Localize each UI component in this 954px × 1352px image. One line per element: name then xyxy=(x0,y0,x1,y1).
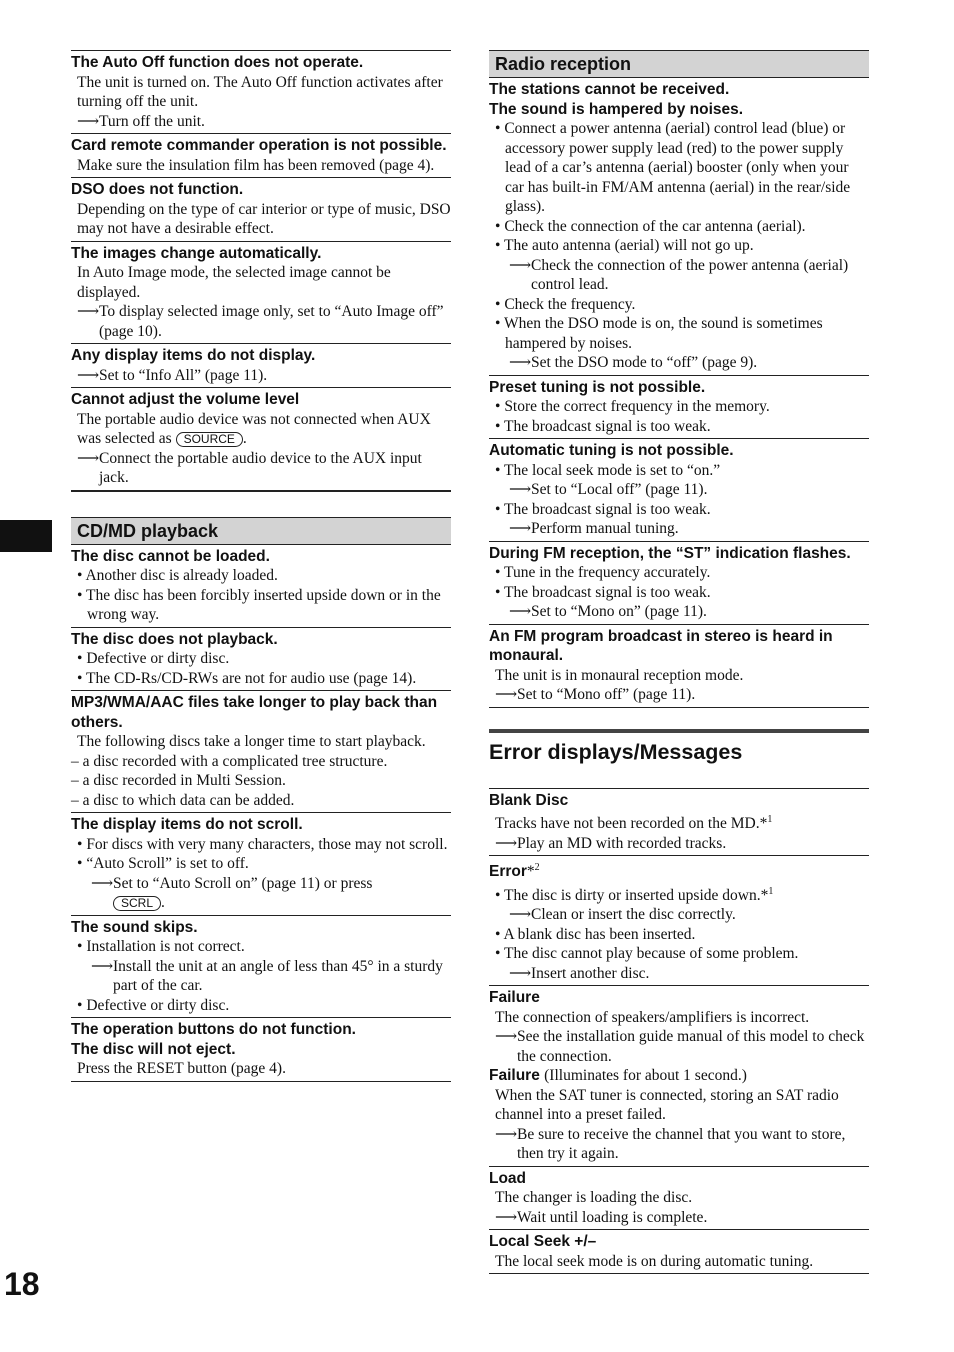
entry-remedy: ⟶Install the unit at an angle of less than 45° in a sturdy part of the car. xyxy=(91,957,443,994)
entry-title: MP3/WMA/AAC files take longer to play back than others. xyxy=(71,694,438,731)
entry-text: The unit is in monaural reception mode. xyxy=(495,666,744,684)
entry-text: Tracks have not been recorded on the MD.*$^1$ xyxy=(495,814,773,833)
scrl-button-label: SCRL xyxy=(113,896,161,911)
entry-dso xyxy=(71,177,451,241)
entry-mp3-slow xyxy=(71,690,451,812)
entry-remedy: ⟶Clean or insert the disc correctly. xyxy=(509,906,736,924)
entry-title: The disc will not eject. xyxy=(71,1040,236,1058)
dash-item: – a disc recorded in Multi Session. xyxy=(71,772,286,789)
entry-auto-off xyxy=(71,50,451,133)
entry-title: Blank Disc xyxy=(489,791,569,809)
entry-display-items xyxy=(71,343,451,387)
entry-text: The local seek mode is on during automatic tuning. xyxy=(495,1252,814,1270)
entry-title: The disc does not playback. xyxy=(71,630,278,648)
bullet-item: • Defective or dirty disc. xyxy=(77,996,230,1014)
entry-remedy: ⟶Set to “Local off” (page 11). xyxy=(509,481,708,498)
arrow-right-icon: ⟶ xyxy=(495,1208,518,1226)
entry-remedy: ⟶Set to “Mono on” (page 11). xyxy=(509,603,707,620)
entry-remedy: ⟶Insert another disc. xyxy=(509,964,650,982)
entry-remedy: ⟶Set to “Auto Scroll on” (page 11) or press SCRL . xyxy=(91,874,373,911)
bullet-item: • The broadcast signal is too weak. xyxy=(495,583,711,601)
entry-title: Preset tuning is not possible. xyxy=(489,378,706,396)
entry-title: An FM program broadcast in stereo is heard in monaural. xyxy=(489,627,833,664)
bullet-item: • Another disc is already loaded. xyxy=(77,567,278,584)
arrow-right-icon: ⟶ xyxy=(77,303,100,320)
entry-remedy: ⟶Wait until loading is complete. xyxy=(495,1208,708,1226)
bullet-item: • Store the correct frequency in the memory. xyxy=(495,398,770,415)
entry-title: Cannot adjust the volume level xyxy=(71,391,300,408)
entry-st-flashes xyxy=(489,541,869,624)
entry-remedy: ⟶Set the DSO mode to “off” (page 9). xyxy=(509,354,758,371)
entry-title: The sound is hampered by noises. xyxy=(489,100,744,118)
entry-title: The sound skips. xyxy=(71,918,198,936)
page-title: Error displays/Messages xyxy=(489,729,869,769)
bullet-item: • The local seek mode is set to “on.” xyxy=(495,461,721,479)
dash-item: – a disc to which data can be added. xyxy=(71,791,295,809)
left-column xyxy=(71,50,451,1082)
entry-auto-tuning xyxy=(489,438,869,541)
entry-title: Failure xyxy=(489,989,540,1007)
entry-title: Failure (Illuminates for about 1 second.) xyxy=(489,1067,747,1085)
entry-card-remote xyxy=(71,133,451,177)
bullet-item: • The disc has been forcibly inserted upside down or in the wrong way. xyxy=(77,586,441,623)
arrow-right-icon: ⟶ xyxy=(91,957,114,975)
bullet-item: • Defective or dirty disc. xyxy=(77,650,230,667)
bullet-item: • For discs with very many characters, those may not scroll. xyxy=(77,835,448,853)
bullet-item: • Connect a power antenna (aerial) control lead (blue) or accessory power supply lead (red) to the power supply lead of a car’s antenna (aerial) booster (only when your car has built-in FM/AM antenna (aerial) in the rear/side glass). xyxy=(495,120,851,215)
entry-remedy: ⟶Check the connection of the power antenna (aerial) control lead. xyxy=(509,256,849,293)
entry-title: Automatic tuning is not possible. xyxy=(489,442,734,459)
entry-no-scroll xyxy=(71,812,451,915)
entry-monaural xyxy=(489,624,869,708)
entry-text: Depending on the type of car interior or type of music, DSO may not have a desirable effect. xyxy=(77,200,451,237)
entry-text: Press the RESET button (page 4). xyxy=(77,1060,286,1077)
entry-title: The Auto Off function does not operate. xyxy=(71,54,364,71)
bullet-item: • Installation is not correct. xyxy=(77,938,245,955)
entry-local-seek xyxy=(489,1229,869,1274)
arrow-right-icon: ⟶ xyxy=(77,366,100,384)
section-header-radio: Radio reception xyxy=(489,50,869,78)
entry-disc-not-loaded xyxy=(71,545,451,627)
arrow-right-icon: ⟶ xyxy=(495,834,518,852)
bullet-item: • The auto antenna (aerial) will not go up. xyxy=(495,237,754,254)
entry-title: Any display items do not display. xyxy=(71,347,316,364)
entry-disc-not-playback xyxy=(71,627,451,691)
arrow-right-icon: ⟶ xyxy=(509,256,532,274)
bullet-item: • The broadcast signal is too weak. xyxy=(495,417,711,435)
page-number: 18 xyxy=(4,1266,40,1302)
entry-title: DSO does not function. xyxy=(71,181,244,198)
entry-text: The changer is loading the disc. xyxy=(495,1189,693,1207)
entry-failure xyxy=(489,985,869,1166)
entry-text: The portable audio device was not connected when AUX was selected as SOURCE . xyxy=(77,410,431,447)
bullet-item: • The CD-Rs/CD-RWs are not for audio use (page 14). xyxy=(77,669,417,687)
section-header-cdmd: CD/MD playback xyxy=(71,517,451,545)
chapter-tab-marker xyxy=(0,520,52,552)
entry-title: The display items do not scroll. xyxy=(71,816,303,833)
entry-title: The disc cannot be loaded. xyxy=(71,547,270,565)
entry-images-change xyxy=(71,241,451,344)
entry-text: The connection of speakers/amplifiers is incorrect. xyxy=(495,1008,810,1026)
arrow-right-icon: ⟶ xyxy=(509,906,532,924)
entry-remedy: ⟶Be sure to receive the channel that you want to store, then try it again. xyxy=(495,1125,846,1163)
arrow-right-icon: ⟶ xyxy=(495,686,518,703)
entry-title: The images change automatically. xyxy=(71,244,322,262)
entry-text: Make sure the insulation film has been removed (page 4). xyxy=(77,156,435,174)
entry-title: Local Seek +/– xyxy=(489,1233,597,1251)
entry-stations xyxy=(489,78,869,375)
arrow-right-icon: ⟶ xyxy=(509,481,532,498)
entry-title: The operation buttons do not function. xyxy=(71,1021,356,1038)
bullet-item: • Check the connection of the car antenna (aerial). xyxy=(495,217,806,235)
arrow-right-icon: ⟶ xyxy=(509,520,532,537)
bullet-item: • The disc cannot play because of some problem. xyxy=(495,945,799,963)
entry-remedy: ⟶See the installation guide manual of this model to check the connection. xyxy=(495,1028,865,1065)
bullet-item: • “Auto Scroll” is set to off. xyxy=(77,855,249,872)
source-button-label: SOURCE xyxy=(176,432,243,447)
arrow-right-icon: ⟶ xyxy=(495,1028,518,1046)
entry-remedy: ⟶Play an MD with recorded tracks. xyxy=(495,834,727,852)
dash-item: – a disc recorded with a complicated tree structure. xyxy=(71,752,388,770)
entry-volume xyxy=(71,387,451,492)
arrow-right-icon: ⟶ xyxy=(77,112,100,130)
entry-title: The stations cannot be received. xyxy=(489,81,730,98)
entry-remedy: ⟶Turn off the unit. xyxy=(77,112,205,130)
entry-remedy: ⟶To display selected image only, set to “Auto Image off” (page 10). xyxy=(77,303,444,340)
bullet-item: • Tune in the frequency accurately. xyxy=(495,564,711,581)
entry-text: In Auto Image mode, the selected image cannot be displayed. xyxy=(77,264,391,301)
entry-text: The unit is turned on. The Auto Off function activates after turning off the unit. xyxy=(77,73,443,110)
entry-preset-tuning xyxy=(489,375,869,439)
entry-remedy: ⟶Perform manual tuning. xyxy=(509,520,679,537)
arrow-right-icon: ⟶ xyxy=(509,603,532,620)
right-column xyxy=(489,50,869,1274)
entry-text: When the SAT tuner is connected, storing an SAT radio channel into a preset failed. xyxy=(495,1086,839,1124)
arrow-right-icon: ⟶ xyxy=(509,964,532,982)
entry-text: The following discs take a longer time to start playback. xyxy=(77,733,426,750)
entry-title: Error*$^2$ xyxy=(489,862,540,881)
arrow-right-icon: ⟶ xyxy=(91,874,114,892)
arrow-right-icon: ⟶ xyxy=(495,1125,518,1143)
arrow-right-icon: ⟶ xyxy=(509,354,532,371)
bullet-item: • A blank disc has been inserted. xyxy=(495,925,696,943)
entry-title: Load xyxy=(489,1169,527,1187)
entry-sound-skips xyxy=(71,915,451,1018)
entry-remedy: ⟶Set to “Info All” (page 11). xyxy=(77,366,268,384)
bullet-item: • The disc is dirty or inserted upside down.*$^1$ xyxy=(495,885,774,904)
entry-title: During FM reception, the “ST” indication flashes. xyxy=(489,544,851,562)
entry-buttons-not-function xyxy=(71,1017,451,1082)
entry-load xyxy=(489,1166,869,1230)
entry-remedy: ⟶Set to “Mono off” (page 11). xyxy=(495,686,696,703)
entry-error xyxy=(489,855,869,985)
bullet-item: • When the DSO mode is on, the sound is sometimes hampered by noises. xyxy=(495,315,823,352)
arrow-right-icon: ⟶ xyxy=(77,449,100,467)
entry-title: Card remote commander operation is not possible. xyxy=(71,137,447,154)
bullet-item: • Check the frequency. xyxy=(495,295,636,313)
entry-blank-disc xyxy=(489,788,869,856)
entry-remedy: ⟶Connect the portable audio device to the AUX input jack. xyxy=(77,449,422,486)
bullet-item: • The broadcast signal is too weak. xyxy=(495,500,711,518)
